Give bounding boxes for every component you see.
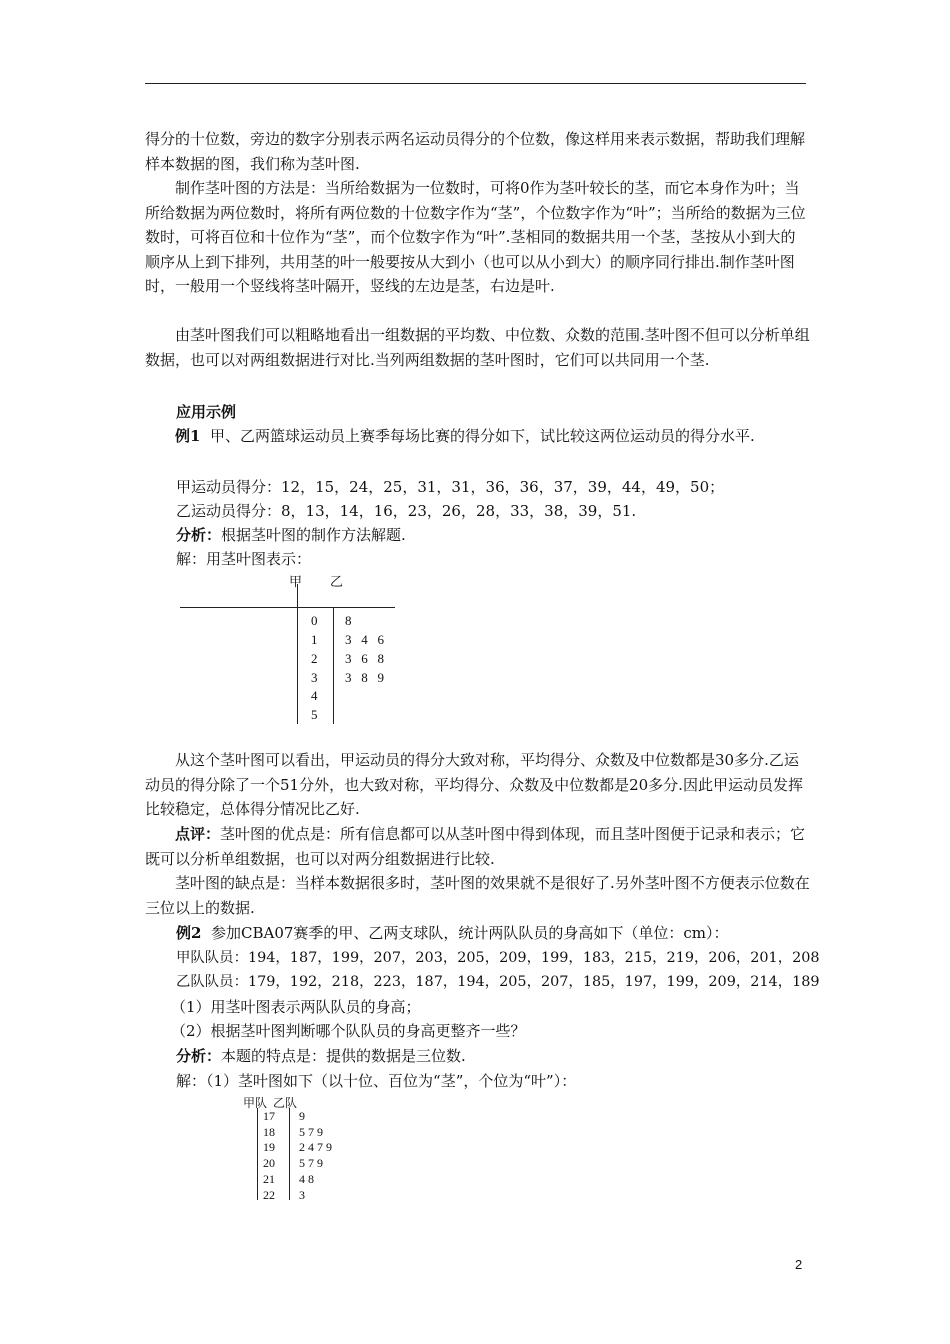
chart1-row-2-stem: 2 — [311, 651, 318, 666]
chart2-row-4-right: 4 8 — [299, 1172, 314, 1186]
chart1-header-yi: 乙 — [330, 574, 344, 589]
chart2-row-5-right: 3 — [299, 1188, 305, 1202]
chart1-row-2-right: 3 6 8 — [345, 651, 384, 666]
chart1-right-divider — [333, 607, 334, 724]
chart2-row-0-stem: 17 — [263, 1109, 275, 1123]
chart1-row-0-stem: 0 — [311, 613, 318, 628]
example1-jia-scores: 甲运动员得分：12，15，24，25，31，31，36，36，37，39，44，49，50； — [176, 478, 725, 496]
example1-comment-label: 点评： — [175, 825, 221, 843]
example1-drawback: 茎叶图的缺点是：当样本数据很多时，茎叶图的效果就不是很好了.另外茎叶图不方便表示位数在三位以上的数据. — [145, 874, 810, 917]
example1-analysis-text: 根据茎叶图的制作方法解题. — [221, 526, 406, 544]
example1-label: 例1 — [175, 427, 201, 445]
example1-analysis-label: 分析： — [176, 526, 222, 544]
example1-yi-scores: 乙运动员得分：8，13，14，16，23，26，28，33，38，39，51. — [176, 502, 637, 520]
chart2-header: 甲队 乙队 — [243, 1096, 298, 1110]
example2-statement — [176, 923, 729, 943]
example2-yi-heights: 乙队队员：179，192，218，223，187，194，205，207，185，197，199，209，214，189 — [176, 974, 820, 990]
example2-text: 参加CBA07赛季的甲、乙两支球队，统计两队队员的身高如下（单位：cm）： — [210, 924, 729, 942]
section-title: 应用示例 — [176, 403, 237, 421]
example1-solution: 解：用茎叶图表示： — [176, 550, 312, 568]
chart1-row-3-stem: 3 — [311, 670, 318, 685]
chart2-row-3-stem: 20 — [263, 1156, 275, 1170]
chart2-left-divider — [257, 1108, 258, 1200]
chart1-row-1-right: 3 4 6 — [345, 632, 384, 647]
chart2-row-4-stem: 21 — [263, 1172, 275, 1186]
chart2-row-2-right: 2 4 7 9 — [299, 1140, 332, 1154]
chart2-row-5-stem: 22 — [263, 1188, 275, 1202]
example1-analysis — [176, 525, 406, 545]
chart2-row-1-stem: 18 — [263, 1125, 275, 1139]
chart1-row-5-stem: 5 — [311, 707, 318, 722]
example1-conclusion: 从这个茎叶图可以看出，甲运动员的得分大致对称，平均得分、众数及中位数都是30多分.乙运动员的得分除了一个51分外，也大致对称，平均得分、众数及中位数都是20多分.因此甲运动员发挥比较稳定，总体得分情况比乙好. — [145, 751, 803, 819]
chart2-row-0-right: 9 — [299, 1109, 305, 1123]
chart1-row-4-stem: 4 — [311, 688, 318, 703]
example1-comment-text: 茎叶图的优点是：所有信息都可以从茎叶图中得到体现，而且茎叶图便于记录和表示；它既可以分析单组数据，也可以对两分组数据进行比较. — [145, 825, 806, 868]
chart1-row-0-right: 8 — [345, 613, 352, 628]
header-rule — [145, 83, 806, 84]
example2-label: 例2 — [176, 924, 202, 942]
page-number: 2 — [795, 1257, 803, 1272]
chart1-horizontal-rule — [180, 607, 395, 608]
example2-solution: 解：（1）茎叶图如下（以十位、百位为“茎”，个位为“叶”）： — [176, 1072, 577, 1090]
chart1-row-3-right: 3 8 9 — [345, 670, 384, 685]
paragraph-method: 制作茎叶图的方法是：当所给数据为一位数时，可将0作为茎叶较长的茎，而它本身作为叶；当所给数据为两位数时，将所有两位数的十位数字作为“茎”，个位数字作为“叶”；当所给的数据为三位数时，可将百位和十位作为“茎”，而个位数字作为“叶”.茎相同的数据共用一个茎，茎按从小到大的顺序从上到下排列，共用茎的叶一般要按从大到小（也可以从小到大）的顺序同行排出.制作茎叶图时，一般用一个竖线将茎叶隔开，竖线的左边是茎，右边是叶. — [145, 179, 806, 296]
chart2-row-3-right: 5 7 9 — [299, 1156, 323, 1170]
example1-statement — [145, 424, 810, 449]
chart1-left-divider — [297, 584, 298, 724]
chart1-header-jia: 甲 — [289, 574, 303, 589]
chart2-right-divider — [289, 1108, 290, 1200]
example2-analysis-text: 本题的特点是：提供的数据是三位数. — [221, 1047, 466, 1065]
example2-question-2: （2）根据茎叶图判断哪个队队员的身高更整齐一些？ — [171, 1022, 526, 1040]
example2-question-1: （1）用茎叶图表示两队队员的身高； — [171, 998, 421, 1016]
example2-jia-heights: 甲队队员：194，187，199，207，203，205，209，199，183，215，219，206，201，208 — [176, 950, 820, 966]
chart2-row-1-right: 5 7 9 — [299, 1125, 323, 1139]
example1-text: 甲、乙两篮球运动员上赛季每场比赛的得分如下，试比较这两位运动员的得分水平. — [209, 427, 755, 445]
paragraph-usage: 由茎叶图我们可以粗略地看出一组数据的平均数、中位数、众数的范围.茎叶图不但可以分析单组数据，也可以对两组数据进行对比.当列两组数据的茎叶图时，它们可以共同用一个茎. — [145, 326, 810, 369]
example1-comment — [145, 822, 810, 871]
chart1-row-1-stem: 1 — [311, 632, 318, 647]
example2-analysis-label: 分析： — [176, 1047, 222, 1065]
chart2-row-2-stem: 19 — [263, 1140, 275, 1154]
example2-analysis — [176, 1046, 466, 1066]
paragraph-intro: 得分的十位数，旁边的数字分别表示两名运动员得分的个位数，像这样用来表示数据，帮助我们理解样本数据的图，我们称为茎叶图. — [145, 130, 806, 173]
